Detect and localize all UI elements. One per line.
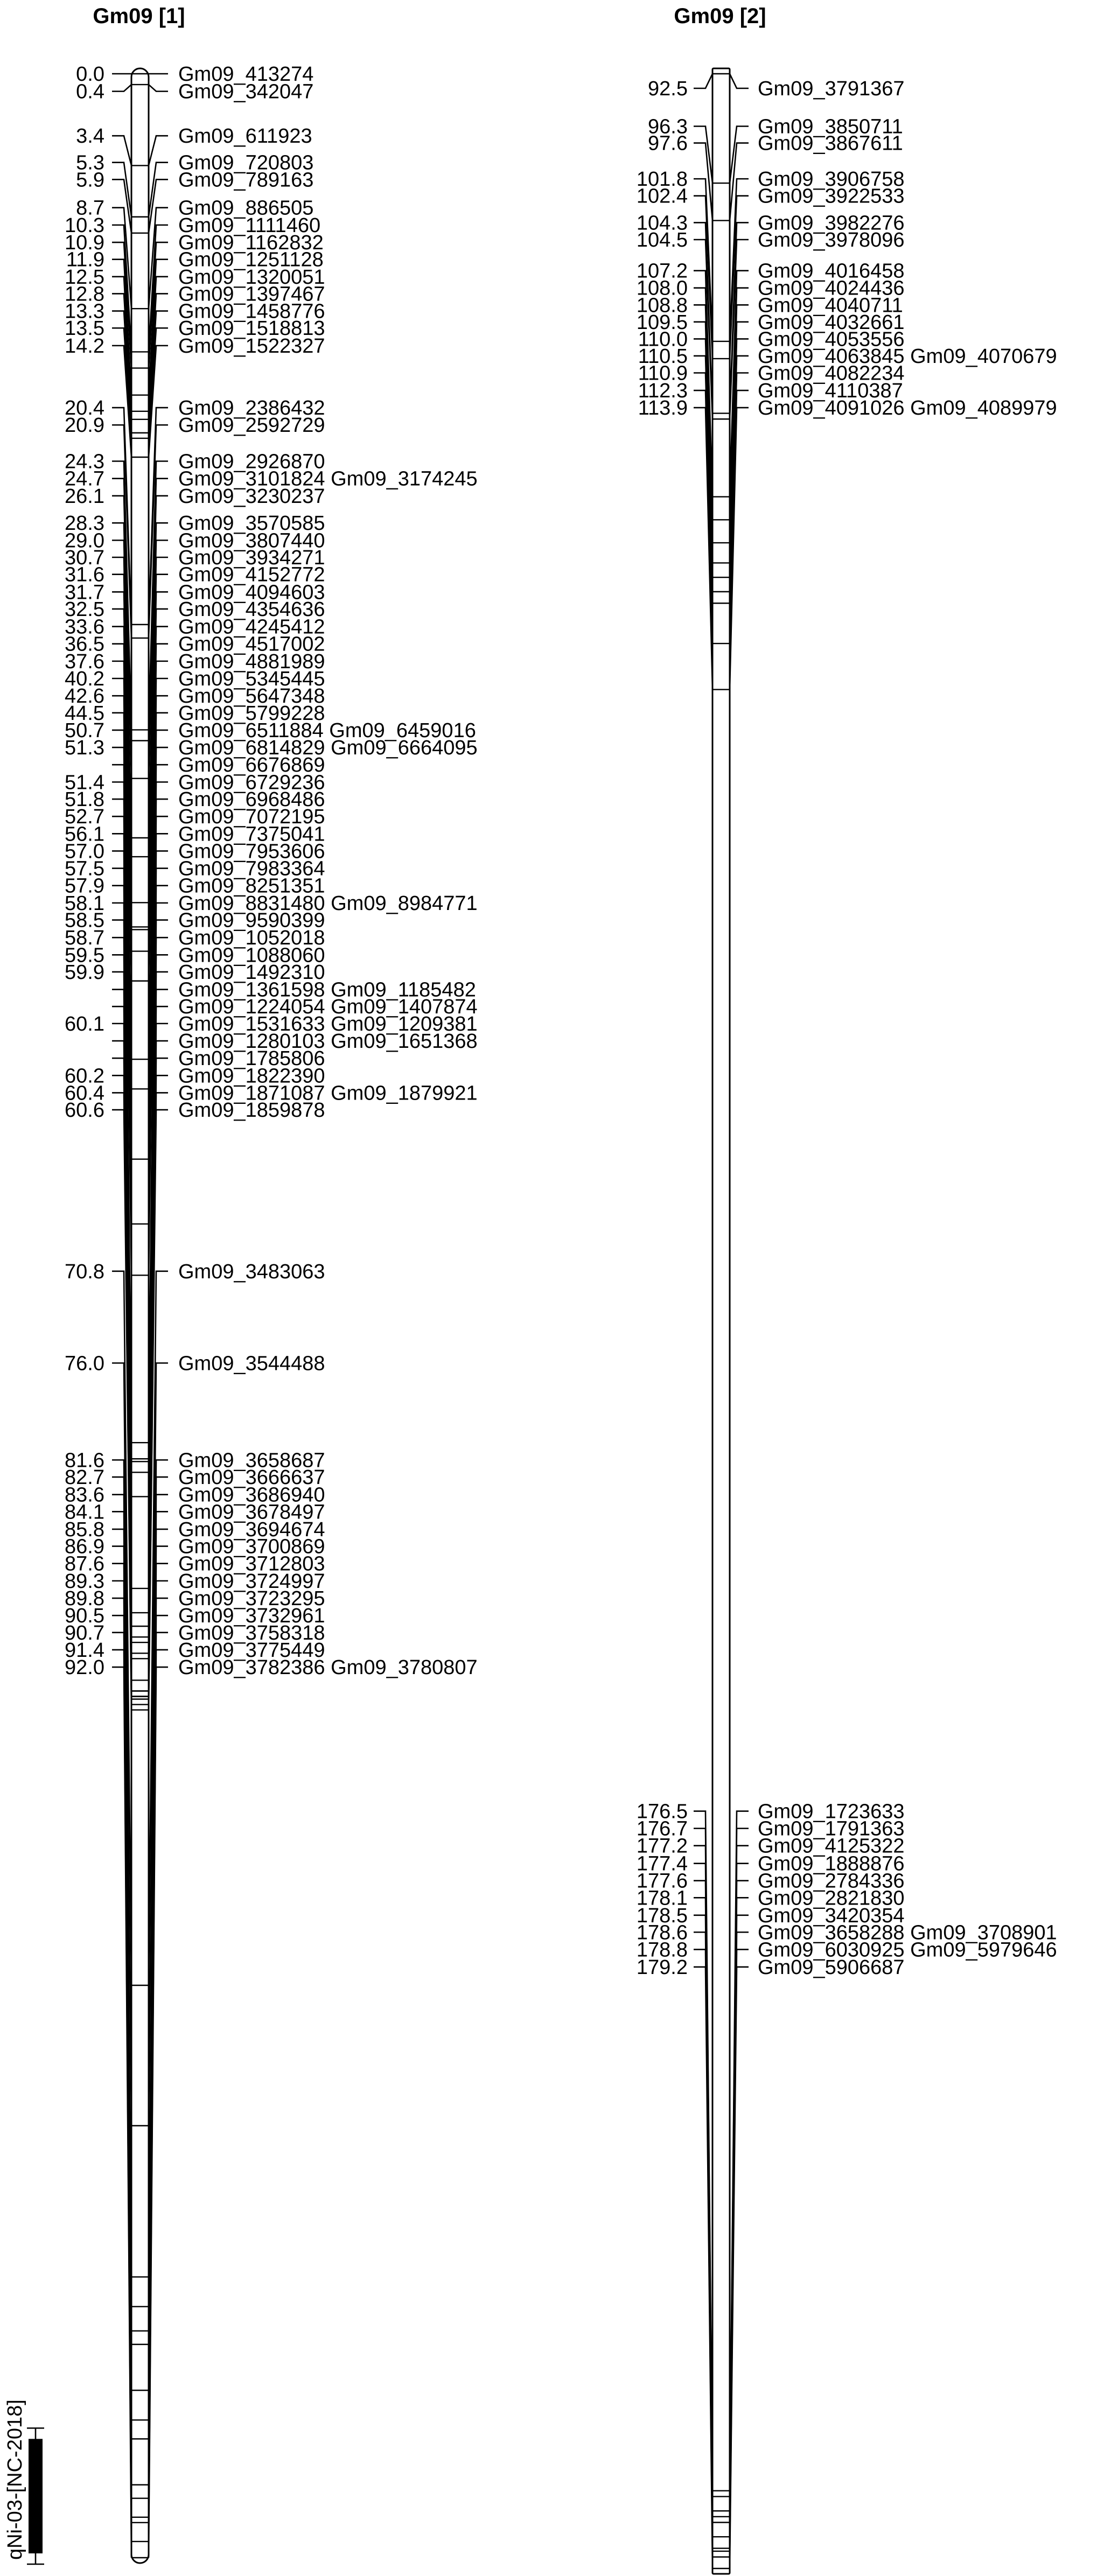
marker-position: 177.4 [636,1852,688,1875]
marker-name: Gm09_2592729 [178,414,325,437]
marker-position: 86.9 [65,1535,104,1558]
marker-position: 5.3 [76,151,104,174]
marker-name: Gm09_1458776 [178,300,325,323]
marker-name: Gm09_1822390 [178,1065,325,1088]
marker-name: Gm09_7953606 [178,840,325,863]
marker-name: Gm09_3544488 [178,1352,325,1375]
marker-position: 32.5 [65,598,104,621]
marker-position: 0.0 [76,63,104,86]
position-connector [694,1864,712,2517]
marker-name: Gm09_1871087 Gm09_1879921 [178,1082,478,1105]
marker-name: Gm09_1791363 [758,1817,905,1840]
marker-position: 5.9 [76,169,104,192]
marker-position: 51.4 [65,771,104,794]
marker-position: 70.8 [65,1260,104,1283]
marker-position: 50.7 [65,719,104,742]
marker-position: 20.9 [65,414,104,437]
marker-position: 101.8 [636,168,688,191]
marker-connector [730,74,749,88]
marker-position: 52.7 [65,806,104,829]
marker-name: Gm09_7983364 [178,857,325,880]
marker-name: Gm09_3758318 [178,1621,325,1644]
marker-name: Gm09_1785806 [178,1047,325,1070]
linkage-group-title: Gm09 [1] [93,4,185,28]
marker-position: 30.7 [65,547,104,570]
marker-name: Gm09_4517002 [178,633,325,656]
marker-position: 10.9 [65,232,104,255]
marker-name: Gm09_1320051 [178,265,325,289]
marker-name: Gm09_4063845 Gm09_4070679 [758,345,1057,368]
marker-connector [730,179,749,341]
marker-position: 8.7 [76,197,104,220]
marker-connector [730,1898,749,2537]
marker-name: Gm09_5345445 [178,668,325,691]
chromosome-bar [712,68,730,2574]
marker-name: Gm09_6511884 Gm09_6459016 [178,719,476,742]
marker-name: Gm09_6729236 [178,771,325,794]
marker-connector [730,1811,749,2491]
marker-name: Gm09_3906758 [758,168,905,191]
marker-position: 58.5 [65,909,104,932]
marker-name: Gm09_9590399 [178,909,325,932]
marker-position: 12.8 [65,283,104,306]
marker-name: Gm09_2386432 [178,397,325,420]
marker-name: Gm09_4094603 [178,581,325,604]
marker-name: Gm09_3724997 [178,1570,325,1593]
marker-connector [730,1881,749,2523]
marker-name: Gm09_1280103 Gm09_1651368 [178,1030,478,1053]
marker-position: 177.6 [636,1870,688,1893]
position-connector [694,1967,712,2568]
marker-name: Gm09_3982276 [758,212,905,235]
marker-position: 76.0 [65,1352,104,1375]
marker-name: Gm09_4032661 [758,311,905,334]
marker-name: Gm09_4016458 [758,260,905,283]
marker-position: 44.5 [65,702,104,725]
position-connector [694,1915,712,2549]
marker-name: Gm09_2821830 [758,1887,905,1910]
marker-position: 81.6 [65,1449,104,1472]
marker-name: Gm09_3782386 Gm09_3780807 [178,1656,478,1679]
position-connector [112,136,131,165]
qtl-interval [4,2399,44,2564]
position-connector [112,85,131,92]
marker-position: 176.7 [636,1817,688,1840]
marker-position: 104.5 [636,229,688,252]
marker-position: 90.5 [65,1605,104,1628]
marker-name: Gm09_3807440 [178,529,325,552]
marker-position: 60.6 [65,1099,104,1122]
marker-name: Gm09_3978096 [758,229,905,252]
marker-connector [730,1915,749,2549]
marker-connector [730,1829,749,2497]
marker-position: 40.2 [65,668,104,691]
marker-name: Gm09_4245412 [178,615,325,639]
marker-name: Gm09_3723295 [178,1587,325,1611]
marker-position: 26.1 [65,485,104,508]
marker-position: 92.0 [65,1656,104,1679]
marker-position: 85.8 [65,1518,104,1541]
marker-name: Gm09_1518813 [178,317,325,340]
marker-name: Gm09_4053556 [758,328,905,351]
marker-name: Gm09_4091026 Gm09_4089979 [758,397,1057,420]
marker-position: 14.2 [65,334,104,358]
marker-name: Gm09_6676869 [178,754,325,777]
marker-position: 31.6 [65,563,104,586]
marker-name: Gm09_3850711 [758,115,903,138]
linkage-group-1 [65,4,478,2563]
qtl-bar [29,2439,43,2553]
position-connector [694,1846,712,2511]
marker-name: Gm09_8251351 [178,874,325,898]
marker-name: Gm09_6968486 [178,788,325,811]
marker-position: 28.3 [65,512,104,535]
marker-connector [730,1932,749,2551]
marker-name: Gm09_1531633 Gm09_1209381 [178,1012,478,1035]
marker-position: 112.3 [638,380,688,403]
marker-name: Gm09_1361598 Gm09_1185482 [178,978,476,1002]
marker-name: Gm09_342047 [178,80,314,103]
marker-position: 108.0 [636,277,688,300]
marker-name: Gm09_3570585 [178,512,325,535]
marker-name: Gm09_3420354 [758,1904,905,1927]
marker-name: Gm09_3791367 [758,78,905,100]
marker-position: 57.0 [65,840,104,863]
marker-position: 102.4 [636,185,688,208]
marker-position: 20.4 [65,397,104,420]
marker-position: 36.5 [65,633,104,656]
marker-name: Gm09_1052018 [178,927,325,950]
position-connector [694,1932,712,2551]
marker-name: Gm09_3775449 [178,1639,325,1662]
marker-name: Gm09_3658288 Gm09_3708901 [758,1921,1057,1944]
marker-name: Gm09_7375041 [178,823,325,846]
marker-position: 178.1 [636,1887,688,1910]
marker-position: 58.1 [65,892,104,915]
marker-name: Gm09_7072195 [178,806,325,829]
marker-position: 60.2 [65,1065,104,1088]
marker-position: 82.7 [65,1466,104,1489]
marker-name: Gm09_3934271 [178,547,325,570]
marker-name: Gm09_6814829 Gm09_6664095 [178,737,478,760]
marker-name: Gm09_4152772 [178,563,325,586]
marker-position: 176.5 [636,1800,688,1823]
marker-name: Gm09_3694674 [178,1518,325,1541]
position-connector [694,1881,712,2523]
marker-name: Gm09_3922533 [758,185,905,208]
marker-connector [730,1967,749,2568]
marker-position: 24.7 [65,467,104,491]
marker-position: 51.3 [65,737,104,760]
marker-position: 178.8 [636,1938,688,1962]
marker-position: 108.8 [636,294,688,317]
marker-position: 13.3 [65,300,104,323]
marker-name: Gm09_3483063 [178,1260,325,1283]
marker-position: 57.5 [65,857,104,880]
marker-name: Gm09_789163 [178,169,314,192]
marker-name: Gm09_5647348 [178,685,325,708]
marker-position: 109.5 [636,311,688,334]
marker-name: Gm09_4125322 [758,1835,905,1858]
marker-name: Gm09_3867611 [758,132,903,155]
marker-name: Gm09_1888876 [758,1852,905,1875]
marker-position: 24.3 [65,450,104,473]
marker-name: Gm09_5906687 [758,1956,905,1979]
marker-name: Gm09_3712803 [178,1552,325,1576]
marker-name: Gm09_3666637 [178,1466,325,1489]
marker-name: Gm09_413274 [178,63,314,86]
marker-name: Gm09_1111460 [178,214,321,237]
marker-name: Gm09_4024436 [758,277,905,300]
marker-position: 104.3 [636,212,688,235]
marker-position: 83.6 [65,1483,104,1507]
marker-position: 51.8 [65,788,104,811]
marker-position: 13.5 [65,317,104,340]
marker-position: 179.2 [636,1956,688,1979]
marker-name: Gm09_1859878 [178,1099,325,1122]
marker-name: Gm09_4082234 [758,362,905,385]
marker-position: 113.9 [638,397,688,420]
marker-name: Gm09_3678497 [178,1501,325,1524]
marker-name: Gm09_1723633 [758,1800,905,1823]
marker-position: 89.8 [65,1587,104,1611]
marker-name: Gm09_4881989 [178,650,325,673]
position-connector [694,74,712,88]
marker-position: 56.1 [65,823,104,846]
marker-name: Gm09_4040711 [758,294,903,317]
marker-position: 91.4 [65,1639,104,1662]
position-connector [694,1898,712,2537]
marker-name: Gm09_3686940 [178,1483,325,1507]
marker-position: 31.7 [65,581,104,604]
marker-position: 60.4 [65,1082,104,1105]
marker-position: 59.9 [65,961,104,984]
marker-connector [730,1949,749,2557]
marker-name: Gm09_3101824 Gm09_3174245 [178,467,478,491]
marker-name: Gm09_3658687 [178,1449,325,1472]
marker-connector [730,1864,749,2517]
qtl-label: qNi-03-[NC-2018] [4,2399,26,2560]
marker-connector [149,136,168,165]
marker-name: Gm09_1251128 [178,248,324,271]
marker-connector [730,126,749,183]
linkage-group-2 [637,4,1057,2574]
marker-name: Gm09_611923 [178,125,312,148]
marker-position: 110.5 [638,345,688,368]
marker-position: 11.9 [66,248,104,271]
marker-position: 3.4 [76,125,104,148]
marker-position: 110.0 [638,328,688,351]
marker-position: 107.2 [636,260,688,283]
marker-name: Gm09_1088060 [178,944,325,967]
position-connector [694,179,712,341]
marker-name: Gm09_3700869 [178,1535,325,1558]
marker-position: 96.3 [648,115,688,138]
marker-name: Gm09_4110387 [758,380,903,403]
marker-position: 97.6 [648,132,688,155]
position-connector [694,1829,712,2497]
marker-position: 33.6 [65,615,104,639]
marker-name: Gm09_4354636 [178,598,325,621]
marker-name: Gm09_1397467 [178,283,325,306]
marker-name: Gm09_6030925 Gm09_5979646 [758,1938,1057,1962]
marker-name: Gm09_2926870 [178,450,325,473]
marker-position: 37.6 [65,650,104,673]
marker-position: 90.7 [65,1621,104,1644]
marker-position: 178.5 [636,1904,688,1927]
marker-position: 57.9 [65,874,104,898]
marker-name: Gm09_720803 [178,151,314,174]
marker-name: Gm09_1224054 Gm09_1407874 [178,996,478,1019]
marker-connector [149,85,168,92]
marker-name: Gm09_886505 [178,197,314,220]
marker-name: Gm09_3230237 [178,485,325,508]
marker-position: 10.3 [65,214,104,237]
marker-name: Gm09_1522327 [178,334,325,358]
position-connector [694,1949,712,2557]
marker-connector [730,1846,749,2511]
linkage-group-title: Gm09 [2] [674,4,766,28]
position-connector [694,1811,712,2491]
marker-position: 92.5 [648,78,688,100]
marker-position: 110.9 [638,362,688,385]
marker-position: 58.7 [65,927,104,950]
marker-position: 84.1 [65,1501,104,1524]
marker-name: Gm09_1162832 [178,232,324,255]
marker-position: 12.5 [65,265,104,289]
position-connector [694,126,712,183]
chromosome-bar [131,68,149,2563]
marker-position: 0.4 [76,80,104,103]
marker-name: Gm09_2784336 [758,1870,905,1893]
marker-name: Gm09_8831480 Gm09_8984771 [178,892,478,915]
marker-position: 178.6 [636,1921,688,1944]
marker-position: 59.5 [65,944,104,967]
marker-position: 87.6 [65,1552,104,1576]
marker-position: 89.3 [65,1570,104,1593]
marker-position: 42.6 [65,685,104,708]
marker-name: Gm09_1492310 [178,961,325,984]
marker-position: 60.1 [65,1012,104,1035]
marker-position: 29.0 [65,529,104,552]
marker-name: Gm09_3732961 [178,1605,325,1628]
marker-position: 177.2 [636,1835,688,1858]
marker-name: Gm09_5799228 [178,702,325,725]
